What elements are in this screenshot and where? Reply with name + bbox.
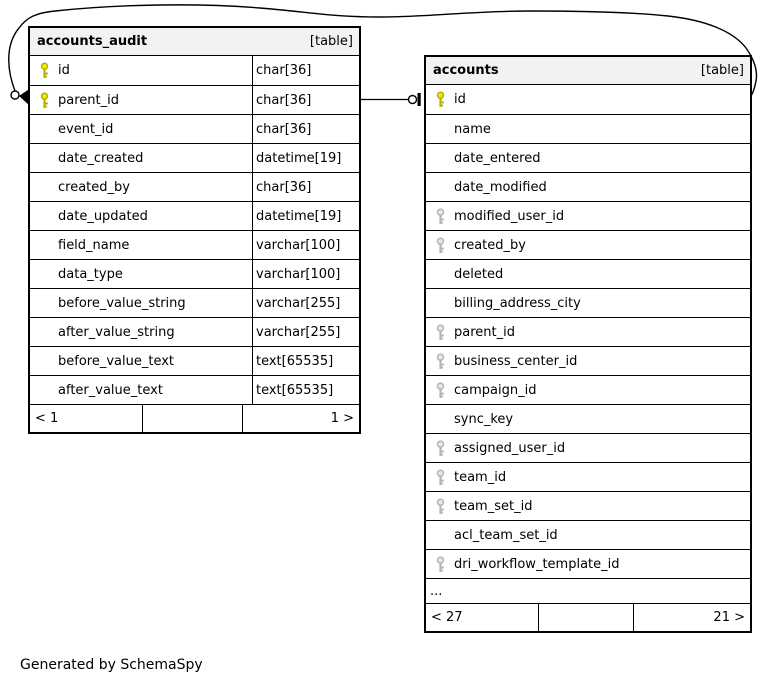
generated-by-text: Generated by SchemaSpy xyxy=(20,657,203,673)
column-row xyxy=(30,346,359,375)
column-type: text[65535] xyxy=(252,347,359,375)
column-name: data_type xyxy=(58,266,123,282)
column-name: date_modified xyxy=(454,179,547,195)
column-name: created_by xyxy=(58,179,130,195)
column-row xyxy=(426,549,750,578)
column-name: created_by xyxy=(454,237,526,253)
column-row xyxy=(30,56,359,85)
column-row xyxy=(30,230,359,259)
table-header xyxy=(426,57,750,85)
column-name: acl_team_set_id xyxy=(454,527,558,543)
column-row xyxy=(30,85,359,114)
column-row xyxy=(426,288,750,317)
column-row xyxy=(30,114,359,143)
column-name: parent_id xyxy=(58,92,119,108)
column-type: char[36] xyxy=(252,86,359,114)
foreign-key-icon xyxy=(435,498,452,515)
foreign-key-icon xyxy=(435,237,452,254)
table-footer xyxy=(426,603,750,631)
column-row xyxy=(30,201,359,230)
foreign-key-icon xyxy=(435,353,452,370)
column-row xyxy=(426,462,750,491)
primary-key-icon xyxy=(39,92,56,109)
table-footer xyxy=(30,404,359,432)
table-accounts xyxy=(424,55,752,633)
table-type-badge: [table] xyxy=(700,63,744,78)
column-row xyxy=(426,114,750,143)
column-name: parent_id xyxy=(454,324,515,340)
column-name: before_value_text xyxy=(58,353,175,369)
footer-children-count: < 27 xyxy=(431,610,463,625)
column-type: text[65535] xyxy=(252,376,359,404)
column-row xyxy=(30,172,359,201)
column-row xyxy=(30,143,359,172)
column-name: id xyxy=(58,63,70,78)
foreign-key-icon xyxy=(435,382,452,399)
column-row xyxy=(426,201,750,230)
column-name: modified_user_id xyxy=(454,208,565,224)
column-name: after_value_string xyxy=(58,324,175,340)
column-name: team_set_id xyxy=(454,498,533,514)
column-row xyxy=(30,317,359,346)
column-row xyxy=(426,491,750,520)
truncation-row: ... xyxy=(426,578,750,603)
column-rows xyxy=(30,56,359,404)
column-name: field_name xyxy=(58,237,130,253)
column-type: varchar[255] xyxy=(252,318,359,346)
footer-middle-cell xyxy=(142,405,243,432)
column-row xyxy=(426,259,750,288)
column-type: varchar[255] xyxy=(252,289,359,317)
column-name: before_value_string xyxy=(58,295,186,311)
foreign-key-icon xyxy=(435,324,452,341)
primary-key-icon xyxy=(39,62,56,79)
table-name[interactable]: accounts_audit xyxy=(37,34,148,49)
column-row xyxy=(30,259,359,288)
column-type: datetime[19] xyxy=(252,144,359,172)
column-row xyxy=(426,172,750,201)
column-row xyxy=(426,375,750,404)
column-type: varchar[100] xyxy=(252,260,359,288)
table-type-badge: [table] xyxy=(309,34,353,49)
column-row xyxy=(426,520,750,549)
column-name: deleted xyxy=(454,266,504,282)
column-name: after_value_text xyxy=(58,382,163,398)
cardinality-circle-right xyxy=(409,96,417,104)
column-type: char[36] xyxy=(252,56,359,85)
column-name: sync_key xyxy=(454,411,514,427)
column-type: datetime[19] xyxy=(252,202,359,230)
column-row xyxy=(426,346,750,375)
column-name: assigned_user_id xyxy=(454,440,566,456)
column-name: date_updated xyxy=(58,208,148,224)
footer-children-count: < 1 xyxy=(35,411,59,426)
foreign-key-icon xyxy=(435,469,452,486)
column-name: name xyxy=(454,121,491,137)
column-row xyxy=(426,404,750,433)
foreign-key-icon xyxy=(435,440,452,457)
column-row xyxy=(426,317,750,346)
table-header xyxy=(30,28,359,56)
column-name: date_created xyxy=(58,150,144,166)
column-name: business_center_id xyxy=(454,353,578,369)
table-accounts-audit xyxy=(28,26,361,434)
table-name[interactable]: accounts xyxy=(433,63,499,78)
column-type: char[36] xyxy=(252,115,359,143)
column-type: char[36] xyxy=(252,173,359,201)
column-name: campaign_id xyxy=(454,382,537,398)
column-name: event_id xyxy=(58,121,114,137)
column-row xyxy=(426,433,750,462)
column-name: id xyxy=(454,92,466,107)
foreign-key-icon xyxy=(435,208,452,225)
column-row xyxy=(30,288,359,317)
column-name: dri_workflow_template_id xyxy=(454,556,620,572)
column-row xyxy=(426,230,750,259)
footer-parents-count: 1 > xyxy=(330,411,354,426)
foreign-key-icon xyxy=(435,556,452,573)
column-row xyxy=(30,375,359,404)
cardinality-circle-left xyxy=(11,91,19,99)
column-name: team_id xyxy=(454,469,507,485)
column-name: date_entered xyxy=(454,150,541,166)
column-type: varchar[100] xyxy=(252,231,359,259)
footer-parents-count: 21 > xyxy=(713,610,745,625)
cardinality-bar xyxy=(418,93,421,106)
footer-middle-cell xyxy=(538,604,634,631)
column-row xyxy=(426,143,750,172)
primary-key-icon xyxy=(435,91,452,108)
column-name: billing_address_city xyxy=(454,295,581,311)
column-rows xyxy=(426,85,750,603)
column-row xyxy=(426,85,750,114)
